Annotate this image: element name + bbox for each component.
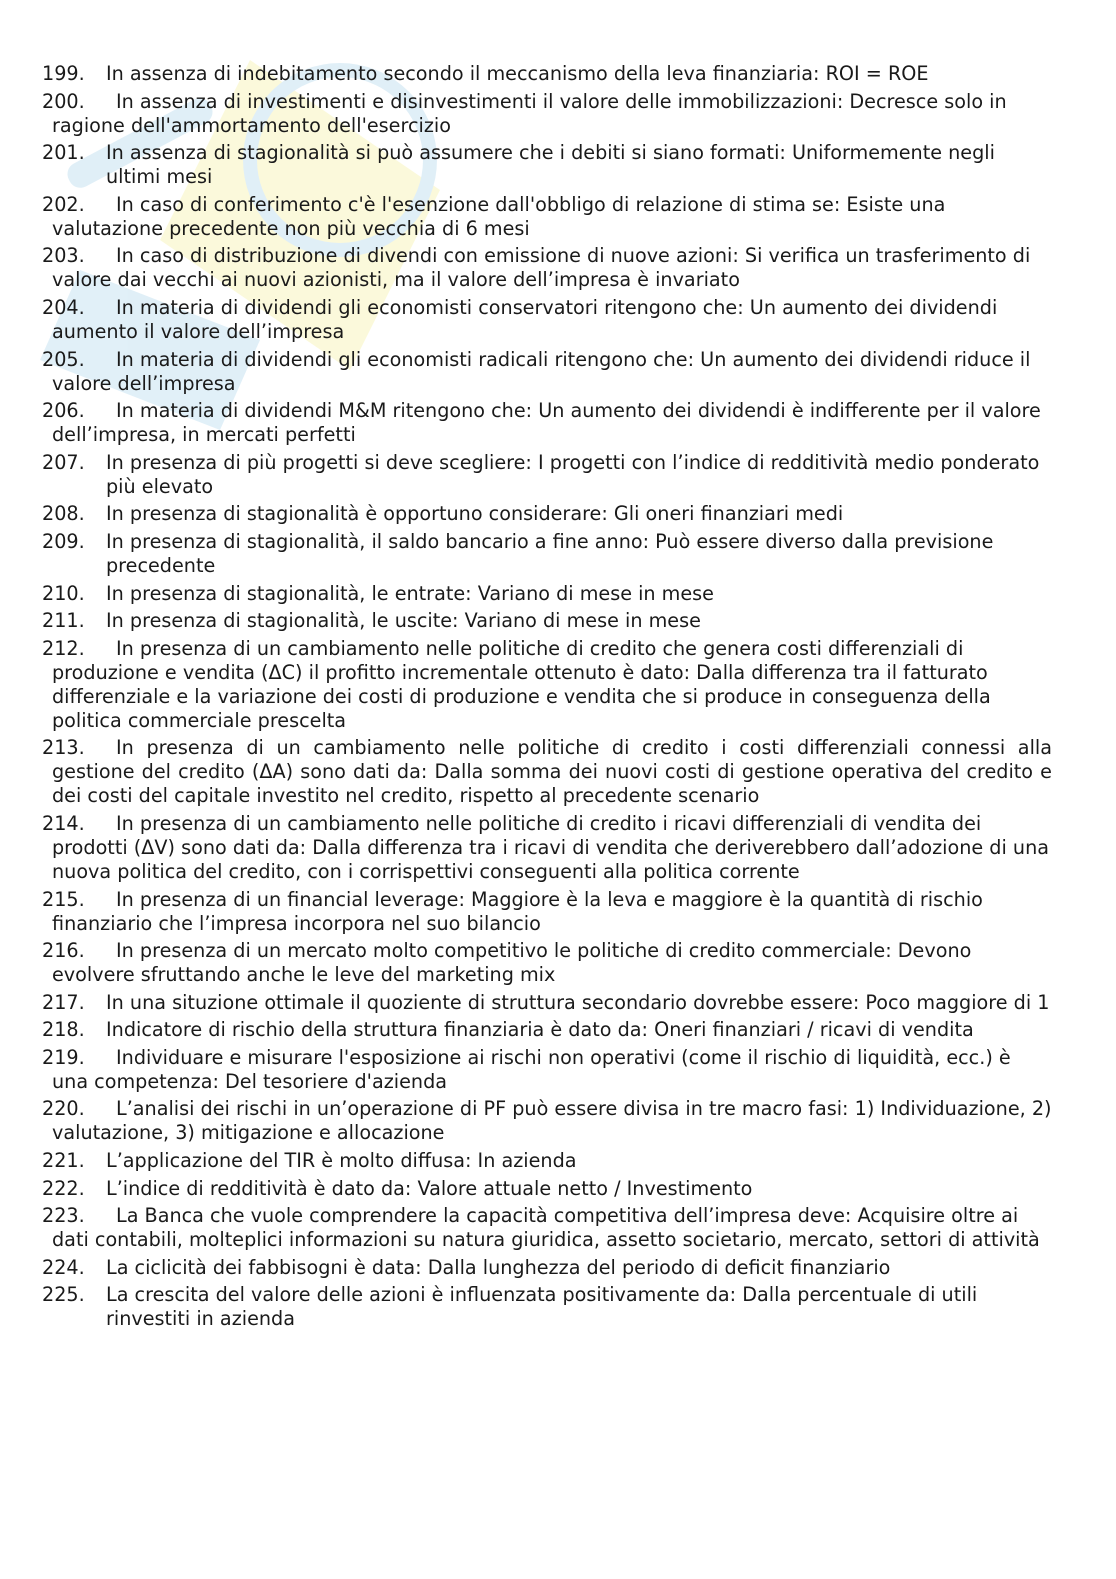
item-number: 224.	[42, 1255, 85, 1279]
item-text: In caso di conferimento c'è l'esenzione dall'obbligo di relazione di stima se: Esiste una valutazione precedente non più vecchia di 6 mesi	[52, 192, 946, 240]
item-number: 202.	[42, 192, 85, 216]
item-text: In presenza di un mercato molto competitivo le politiche di credito commerciale: Devono evolvere sfruttando anche le leve del marketing mix	[52, 939, 972, 987]
item-text: In materia di dividendi M&M ritengono che: Un aumento dei dividendi è indifferente per il valore dell’impresa, in mercati perfetti	[52, 399, 1041, 447]
item-number: 214.	[42, 811, 85, 835]
list-item	[42, 244, 1052, 292]
list-item	[42, 62, 1052, 86]
item-text: In assenza di indebitamento secondo il meccanismo della leva finanziaria: ROI = ROE	[106, 62, 929, 85]
list-item	[42, 193, 1052, 241]
item-text: In presenza di più progetti si deve scegliere: I progetti con l’indice di redditività medio ponderato più elevato	[106, 450, 1040, 498]
list-item	[42, 90, 1052, 138]
item-text: In assenza di stagionalità si può assumere che i debiti si siano formati: Uniformemente negli ultimi mesi	[106, 141, 995, 189]
item-number: 217.	[42, 990, 85, 1014]
list-item	[42, 1283, 1052, 1331]
list-item	[42, 1149, 1052, 1173]
item-text: La Banca che vuole comprendere la capacità competitiva dell’impresa deve: Acquisire oltre ai dati contabili, molteplici informazioni su natura giuridica, assetto societario, mercato, settori di attività	[52, 1204, 1040, 1252]
list-item	[42, 296, 1052, 344]
item-number: 215.	[42, 887, 85, 911]
item-number: 212.	[42, 636, 85, 660]
list-item	[42, 1204, 1052, 1252]
item-number: 219.	[42, 1045, 85, 1069]
list-item	[42, 1097, 1052, 1145]
list-item	[42, 399, 1052, 447]
list-item	[42, 451, 1052, 499]
item-number: 222.	[42, 1176, 85, 1200]
item-number: 211.	[42, 609, 85, 633]
item-text: Individuare e misurare l'esposizione ai rischi non operativi (come il rischio di liquidità, ecc.) è una competenza: Del tesoriere d'azienda	[52, 1045, 1011, 1093]
list-item	[42, 502, 1052, 526]
item-number: 200.	[42, 89, 85, 113]
list-item	[42, 736, 1052, 808]
list-item	[42, 1018, 1052, 1042]
item-text: L’indice di redditività è dato da: Valore attuale netto / Investimento	[106, 1176, 753, 1200]
item-number: 218.	[42, 1018, 85, 1042]
item-text: In caso di distribuzione di divendi con emissione di nuove azioni: Si verifica un trasferimento di valore dai vecchi ai nuovi azionisti, ma il valore dell’impresa è invariato	[52, 244, 1031, 292]
item-number: 209.	[42, 529, 85, 553]
item-number: 221.	[42, 1149, 85, 1173]
item-text: L’analisi dei rischi in un’operazione di PF può essere divisa in tre macro fasi: 1) Individuazione, 2) valutazione, 3) mitigazione e allocazione	[52, 1097, 1052, 1145]
item-number: 208.	[42, 502, 85, 526]
item-number: 201.	[42, 141, 85, 165]
list-item	[42, 812, 1052, 884]
item-number: 213.	[42, 736, 85, 760]
item-text: La ciclicità dei fabbisogni è data: Dalla lunghezza del periodo di deficit finanziario	[106, 1255, 891, 1279]
item-number: 210.	[42, 581, 85, 605]
list-item	[42, 1046, 1052, 1094]
list-item	[42, 348, 1052, 396]
item-text: In materia di dividendi gli economisti radicali ritengono che: Un aumento dei dividendi riduce il valore dell’impresa	[52, 347, 1031, 395]
list-item	[42, 1177, 1052, 1201]
item-text: In presenza di un financial leverage: Maggiore è la leva e maggiore è la quantità di rischio finanziario che l’impresa incorpora nel suo bilancio	[52, 887, 983, 935]
item-text: In presenza di un cambiamento nelle politiche di credito i costi differenziali connessi alla gestione del credito (ΔA) sono dati da: Dalla somma dei nuovi costi di gestione operativa del credito e dei costi del capitale investito nel credito, rispetto al precedente scenario	[52, 736, 1052, 808]
item-number: 207.	[42, 450, 85, 474]
item-text: L’applicazione del TIR è molto diffusa: In azienda	[106, 1149, 577, 1173]
item-number: 220.	[42, 1097, 85, 1121]
item-text: In presenza di un cambiamento nelle politiche di credito i ricavi differenziali di vendita dei prodotti (ΔV) sono dati da: Dalla differenza tra i ricavi di vendita che deriverebbero dall’adozione di una nuova politica del credito, con i corrispettivi conseguenti alla politica corrente	[52, 811, 1049, 883]
item-number: 199.	[42, 62, 85, 85]
list-item	[42, 530, 1052, 578]
item-number: 205.	[42, 347, 85, 371]
list-item	[42, 1256, 1052, 1280]
item-text: In presenza di un cambiamento nelle politiche di credito che genera costi differenziali di produzione e vendita (ΔC) il profitto incrementale ottenuto è dato: Dalla differenza tra il fatturato differenziale e la variazione dei costi di produzione e vendita che si produce in conseguenza della politica commerciale prescelta	[52, 636, 991, 732]
item-text: In una situzione ottimale il quoziente di struttura secondario dovrebbe essere: Poco maggiore di 1	[106, 990, 1050, 1014]
item-text: La crescita del valore delle azioni è influenzata positivamente da: Dalla percentuale di utili rinvestiti in azienda	[106, 1283, 978, 1331]
item-text: In assenza di investimenti e disinvestimenti il valore delle immobilizzazioni: Decresce solo in ragione dell'ammortamento dell'esercizio	[52, 89, 1007, 137]
item-number: 203.	[42, 244, 85, 268]
item-text: Indicatore di rischio della struttura finanziaria è dato da: Oneri finanziari / ricavi di vendita	[106, 1018, 974, 1042]
item-number: 206.	[42, 399, 85, 423]
item-text: In presenza di stagionalità, il saldo bancario a fine anno: Può essere diverso dalla previsione precedente	[106, 529, 994, 577]
item-number: 216.	[42, 939, 85, 963]
item-text: In materia di dividendi gli economisti conservatori ritengono che: Un aumento dei dividendi aumento il valore dell’impresa	[52, 295, 998, 343]
list-item	[42, 888, 1052, 936]
item-text: In presenza di stagionalità è opportuno considerare: Gli oneri finanziari medi	[106, 502, 844, 526]
item-text: In presenza di stagionalità, le entrate: Variano di mese in mese	[106, 581, 714, 605]
list-item	[42, 141, 1052, 189]
list-item	[42, 637, 1052, 733]
item-number: 225.	[42, 1283, 85, 1307]
question-list	[42, 62, 1052, 1335]
list-item	[42, 991, 1052, 1015]
list-item	[42, 609, 1052, 633]
item-text: In presenza di stagionalità, le uscite: Variano di mese in mese	[106, 609, 701, 633]
list-item	[42, 939, 1052, 987]
item-number: 223.	[42, 1204, 85, 1228]
list-item	[42, 582, 1052, 606]
item-number: 204.	[42, 295, 85, 319]
